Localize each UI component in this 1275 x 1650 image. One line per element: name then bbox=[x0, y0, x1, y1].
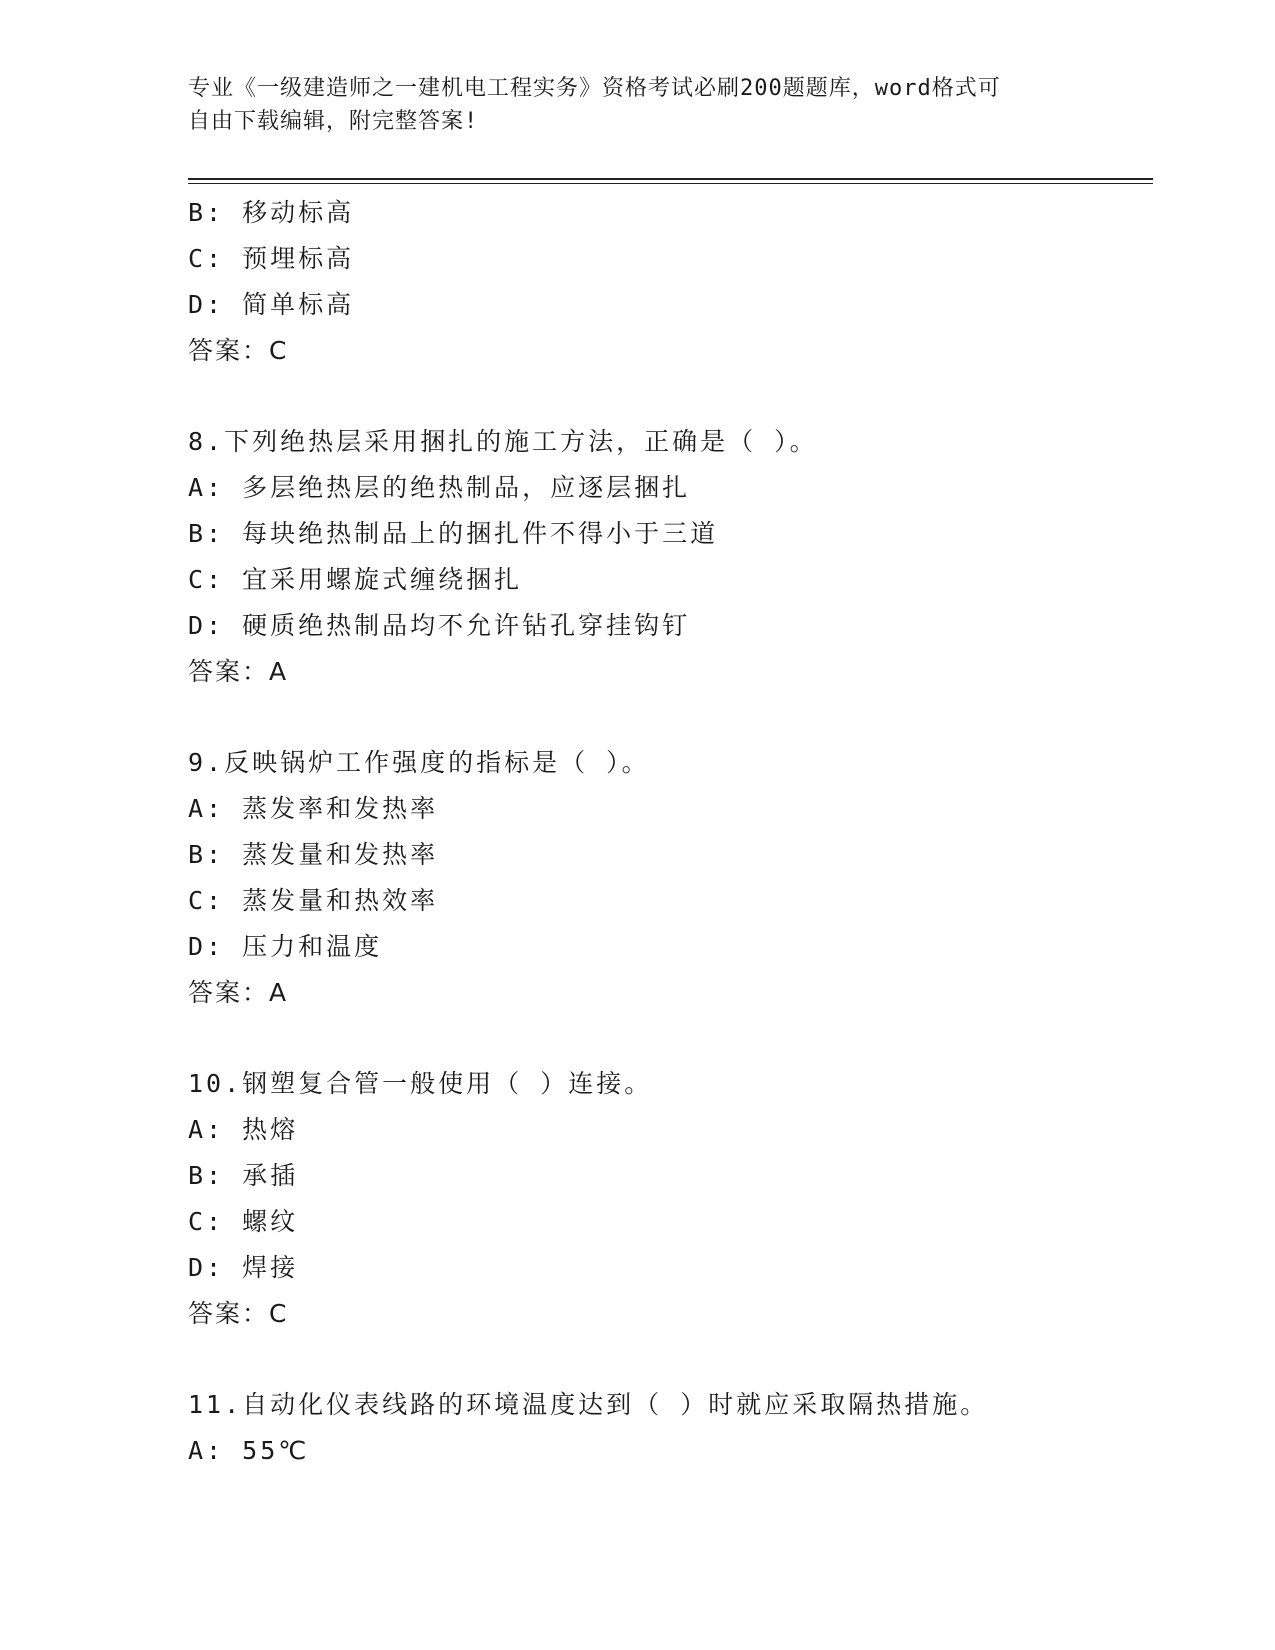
option-a: A: 55℃ bbox=[188, 1436, 310, 1465]
option-b: B: 移动标高 bbox=[188, 198, 355, 227]
option-c: C: 预埋标高 bbox=[188, 244, 355, 273]
option-b: B: 每块绝热制品上的捆扎件不得小于三道 bbox=[188, 519, 719, 548]
question-block-10 bbox=[188, 1061, 1153, 1337]
question-block-8 bbox=[188, 419, 1153, 695]
answer-line: 答案：A bbox=[188, 657, 289, 686]
option-c: C: 螺纹 bbox=[188, 1207, 299, 1236]
answer-line: 答案：C bbox=[188, 336, 289, 365]
question-text: 9.反映锅炉工作强度的指标是（ ）。 bbox=[188, 748, 650, 777]
question-text: 10.钢塑复合管一般使用（ ）连接。 bbox=[188, 1069, 653, 1098]
question-text: 11.自动化仪表线路的环境温度达到（ ）时就应采取隔热措施。 bbox=[188, 1390, 989, 1419]
question-list bbox=[188, 190, 1153, 1474]
question-block-9 bbox=[188, 740, 1153, 1016]
option-c: C: 宜采用螺旋式缠绕捆扎 bbox=[188, 565, 523, 594]
option-a: A: 多层绝热层的绝热制品，应逐层捆扎 bbox=[188, 473, 691, 502]
question-block-11 bbox=[188, 1382, 1153, 1474]
header-divider-thick bbox=[188, 178, 1153, 180]
question-block-7 bbox=[188, 190, 1153, 374]
header-line-1: 专业《一级建造师之一建机电工程实务》资格考试必刷200题题库，word格式可 bbox=[188, 76, 1001, 101]
answer-line: 答案：A bbox=[188, 978, 289, 1007]
answer-line: 答案：C bbox=[188, 1299, 289, 1328]
option-d: D: 压力和温度 bbox=[188, 932, 383, 961]
option-a: A: 热熔 bbox=[188, 1115, 299, 1144]
question-text: 8.下列绝热层采用捆扎的施工方法，正确是（ ）。 bbox=[188, 427, 818, 456]
option-d: D: 焊接 bbox=[188, 1253, 299, 1282]
document-header bbox=[188, 72, 1088, 138]
option-d: D: 硬质绝热制品均不允许钻孔穿挂钩钉 bbox=[188, 611, 691, 640]
option-d: D: 简单标高 bbox=[188, 290, 355, 319]
option-a: A: 蒸发率和发热率 bbox=[188, 794, 439, 823]
option-b: B: 承插 bbox=[188, 1161, 299, 1190]
header-divider-thin bbox=[188, 183, 1153, 184]
option-b: B: 蒸发量和发热率 bbox=[188, 840, 439, 869]
header-line-2: 自由下载编辑，附完整答案! bbox=[188, 109, 479, 134]
option-c: C: 蒸发量和热效率 bbox=[188, 886, 439, 915]
